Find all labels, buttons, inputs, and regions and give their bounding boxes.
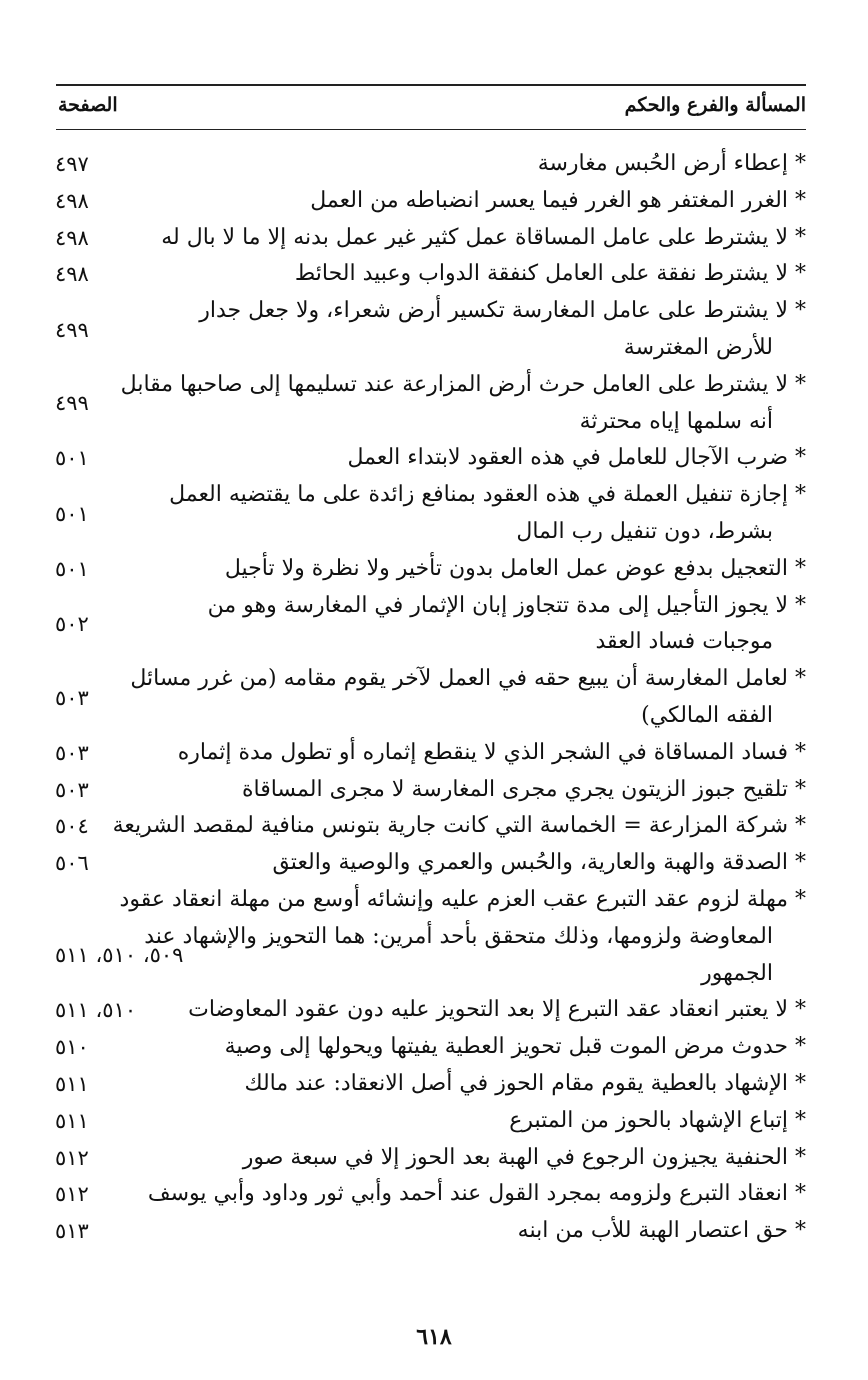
page-number: ٦١٨ — [416, 1324, 452, 1350]
entry-page-ref: ٥٠٦ — [55, 851, 89, 876]
entry-page-ref: ٥٠١ — [55, 556, 89, 581]
entry-page-ref: ٤٩٨ — [55, 188, 89, 213]
entry-page-ref: ٥١١ — [55, 1108, 89, 1133]
entry-text-continuation: بشرط، دون تنفيل رب المال — [516, 519, 773, 544]
entry-text: * حدوث مرض الموت قبل تحويز العطية يفيتها ويحولها إلى وصية — [224, 1034, 806, 1060]
entry-text: * التعجيل بدفع عوض عمل العامل بدون تأخير ولا نظرة ولا تأجيل — [224, 555, 806, 581]
entry-text: * فساد المساقاة في الشجر الذي لا ينقطع إثماره أو تطول مدة إثماره — [177, 739, 806, 765]
entry-text-continuation: للأرض المغترسة — [623, 335, 773, 360]
header-page-column: الصفحة — [58, 94, 118, 116]
entry-text: * الصدقة والهبة والعارية، والحُبس والعمري والوصية والعتق — [272, 850, 806, 876]
entry-text: * لا يجوز التأجيل إلى مدة تتجاوز إبان الإثمار في المغارسة وهو من — [207, 592, 806, 618]
entry-page-ref: ٥١٣ — [55, 1219, 89, 1244]
entry-page-ref: ٥١٢ — [55, 1182, 89, 1207]
entry-text: * الإشهاد بالعطية يقوم مقام الحوز في أصل الانعقاد: عند مالك — [244, 1071, 806, 1096]
entry-text: * لعامل المغارسة أن يبيع حقه في العمل لآخر يقوم مقامه (من غرر مسائل — [130, 666, 806, 692]
entry-page-ref: ٥٠٩، ٥١٠، ٥١١ — [55, 943, 184, 968]
entry-text: * الحنفية يجيزون الرجوع في الهبة بعد الحوز إلا في سبعة صور — [242, 1144, 806, 1170]
entry-text: * إتباع الإشهاد بالحوز من المتبرع — [509, 1107, 806, 1133]
entry-page-ref: ٤٩٧ — [55, 152, 89, 176]
entry-page-ref: ٥٠٣ — [55, 777, 89, 802]
entry-text: * تلقيح جبوز الزيتون يجري مجرى المغارسة لا مجرى المساقاة — [241, 776, 806, 802]
entry-text: * إجازة تنفيل العملة في هذه العقود بمنافع زائدة على ما يقتضيه العمل — [169, 482, 806, 508]
entry-page-ref: ٥٠٢ — [55, 612, 89, 636]
entry-page-ref: ٥٠٣ — [55, 685, 89, 710]
entry-text-continuation: أنه سلمها إياه محترثة — [579, 408, 773, 434]
entry-text: * ضرب الآجال للعامل في هذه العقود لابتداء العمل — [347, 445, 806, 471]
entry-text: * إعطاء أرض الحُبس مغارسة — [537, 151, 806, 176]
entry-text-continuation: موجبات فساد العقد — [595, 629, 773, 655]
entry-text: * انعقاد التبرع ولزومه بمجرد القول عند أحمد وأبي ثور وداود وأبي يوسف — [147, 1181, 806, 1207]
entry-text-continuation: الجمهور — [701, 960, 773, 986]
entry-text: * لا يشترط على عامل المساقاة عمل كثير غير عمل بدنه إلا ما لا بال له — [161, 224, 806, 250]
entry-text: * لا يشترط على العامل حرث أرض المزارعة عند تسليمها إلى صاحبها مقابل — [120, 371, 806, 397]
entry-page-ref: ٤٩٨ — [55, 225, 89, 250]
entry-page-ref: ٥١١ — [55, 1072, 89, 1096]
entry-text: * لا يشترط نفقة على العامل كنفقة الدواب وعبيد الحائط — [294, 261, 806, 287]
entry-text: * لا يعتبر انعقاد عقد التبرع إلا بعد التحويز عليه دون عقود المعاوضات — [188, 997, 806, 1023]
entry-page-ref: ٤٩٩ — [55, 317, 89, 342]
entry-text: * لا يشترط على عامل المغارسة تكسير أرض شعراء، ولا جعل جدار — [199, 298, 806, 324]
entry-text: * شركة المزارعة = الخماسة التي كانت جارية بتونس منافية لمقصد الشريعة — [112, 813, 806, 839]
entry-page-ref: ٤٩٩ — [55, 391, 89, 416]
entry-page-ref: ٥١٠ — [55, 1035, 89, 1060]
top-rule — [56, 84, 806, 86]
entry-page-ref: ٥١٠، ٥١١ — [55, 998, 137, 1023]
entry-page-ref: ٤٩٨ — [55, 262, 89, 287]
entry-page-ref: ٥١٢ — [55, 1145, 89, 1170]
entry-text: * مهلة لزوم عقد التبرع عقب العزم عليه وإنشائه أوسع من مهلة انعقاد عقود — [119, 887, 806, 912]
entry-text-continuation: الفقه المالكي) — [641, 703, 773, 728]
entry-page-ref: ٥٠١ — [55, 501, 89, 526]
entry-page-ref: ٥٠٤ — [55, 814, 89, 839]
entry-text: * الغرر المغتفر هو الغرر فيما يعسر انضباطه من العمل — [310, 187, 806, 213]
entry-text: * حق اعتصار الهبة للأب من ابنه — [517, 1218, 806, 1244]
entry-text-continuation: المعاوضة ولزومها، وذلك متحقق بأحد أمرين: هما التحويز والإشهاد عند — [144, 923, 773, 949]
header-rule — [56, 129, 806, 130]
entry-page-ref: ٥٠٣ — [55, 740, 89, 765]
entry-page-ref: ٥٠١ — [55, 446, 89, 471]
header-title-column: المسألة والفرع والحكم — [624, 94, 806, 116]
